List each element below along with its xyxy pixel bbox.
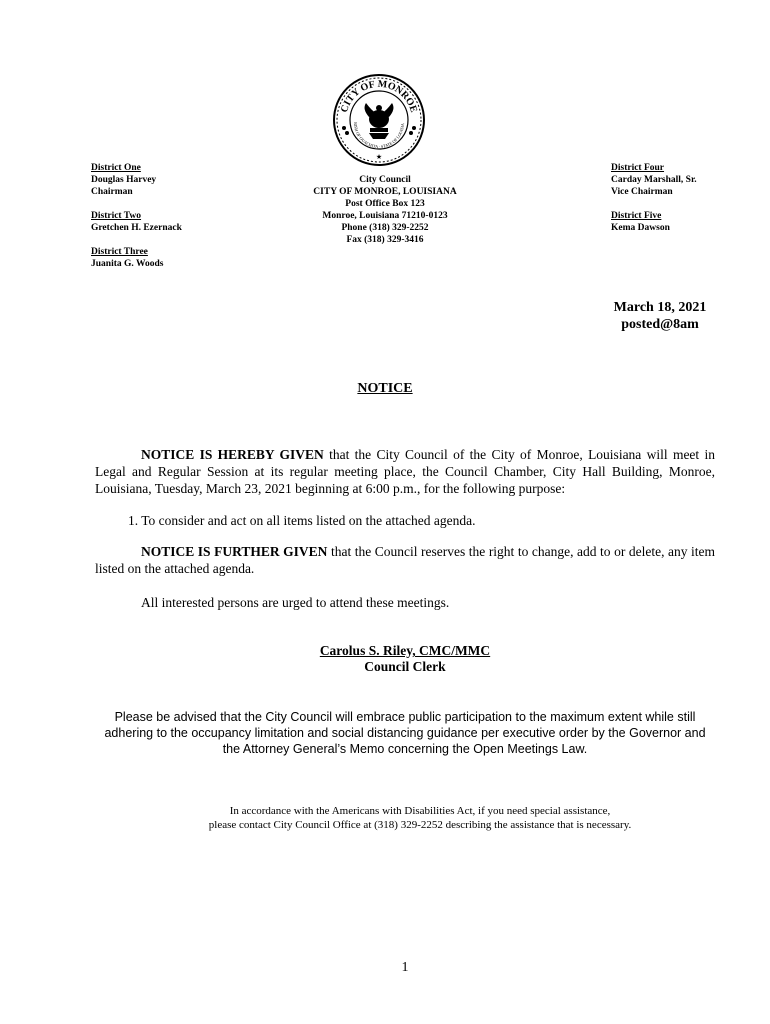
city-zip: Monroe, Louisiana 71210-0123: [322, 211, 448, 221]
district-five-name: Kema Dawson: [611, 223, 670, 233]
pelican-emblem: [365, 103, 394, 139]
posted-date: [580, 299, 740, 333]
district-four-label: District Four: [611, 163, 665, 173]
district-five-label: District Five: [611, 211, 662, 221]
phone: Phone (318) 329-2252: [341, 223, 429, 233]
right-district-column: [611, 162, 761, 234]
notice-title: NOTICE: [357, 381, 413, 396]
page-number: 1: [401, 960, 409, 975]
agenda-item-1: 1. To consider and act on all items listed on the attached agenda.: [128, 513, 476, 528]
district-three-label: District Three: [91, 247, 148, 257]
left-district-column: [91, 162, 281, 270]
seal-ring-text: CITY OF MONROE: [338, 78, 420, 114]
district-one-label: District One: [91, 163, 141, 173]
clerk-title: Council Clerk: [364, 659, 446, 674]
seal-inner-text: RISH OF OUACHITA · STATE OF LOUISIA: [352, 122, 406, 150]
notice-lead-1: NOTICE IS HEREBY GIVEN: [141, 447, 324, 462]
district-three-name: Juanita G. Woods: [91, 259, 164, 269]
district-four-role: Vice Chairman: [611, 187, 673, 197]
district-one-name: Douglas Harvey: [91, 175, 157, 185]
city-name: CITY OF MONROE, LOUISIANA: [313, 187, 457, 197]
date-line: March 18, 2021: [613, 300, 707, 315]
ada-line-1: In accordance with the Americans with Disabilities Act, if you need special assistance,: [229, 805, 611, 817]
po-box: Post Office Box 123: [345, 199, 425, 209]
notice-paragraph-1: [95, 447, 715, 497]
notice-body-1: that the City Council of the City of Monroe, Louisiana will meet in Legal and Regular Session at its regular meeting place, the Council Chamber, City Hall Building, Monroe, Louisiana, Tuesday, March 23, 2021 beginning at 6:00 p.m., for the following purpose:: [95, 447, 715, 496]
ada-line-2: please contact City Council Office at (318) 329-2252 describing the assistance that is necessary.: [208, 819, 632, 831]
clerk-name: Carolus S. Riley, CMC/MMC: [319, 643, 491, 658]
district-two-label: District Two: [91, 211, 142, 221]
council-name: City Council: [359, 175, 411, 185]
public-participation-advisory: Please be advised that the City Council will embrace public participation to the maximum extent while still adhering to the occupancy limitation and social distancing guidance per executive order by the Governor and the Attorney General’s Memo concerning the Open Meetings Law.: [104, 710, 706, 756]
posted-time: posted@8am: [621, 317, 699, 332]
district-four-name: Carday Marshall, Sr.: [611, 175, 697, 185]
council-address-block: [300, 174, 470, 246]
svg-text:★: ★: [375, 153, 383, 161]
notice-lead-2: NOTICE IS FURTHER GIVEN: [141, 544, 328, 559]
city-seal-graphic: [332, 73, 426, 167]
fax: Fax (318) 329-3416: [346, 235, 424, 245]
city-seal: [332, 73, 426, 167]
notice-body-2: that the Council reserves the right to change, add to or delete, any item listed on the attached agenda.: [95, 544, 715, 576]
ada-notice: [130, 804, 710, 832]
district-one-role: Chairman: [91, 187, 133, 197]
notice-paragraph-3: All interested persons are urged to attend these meetings.: [141, 595, 450, 610]
district-two-name: Gretchen H. Ezernack: [91, 223, 182, 233]
signature-block: [0, 643, 770, 675]
notice-paragraph-2: [95, 544, 715, 578]
